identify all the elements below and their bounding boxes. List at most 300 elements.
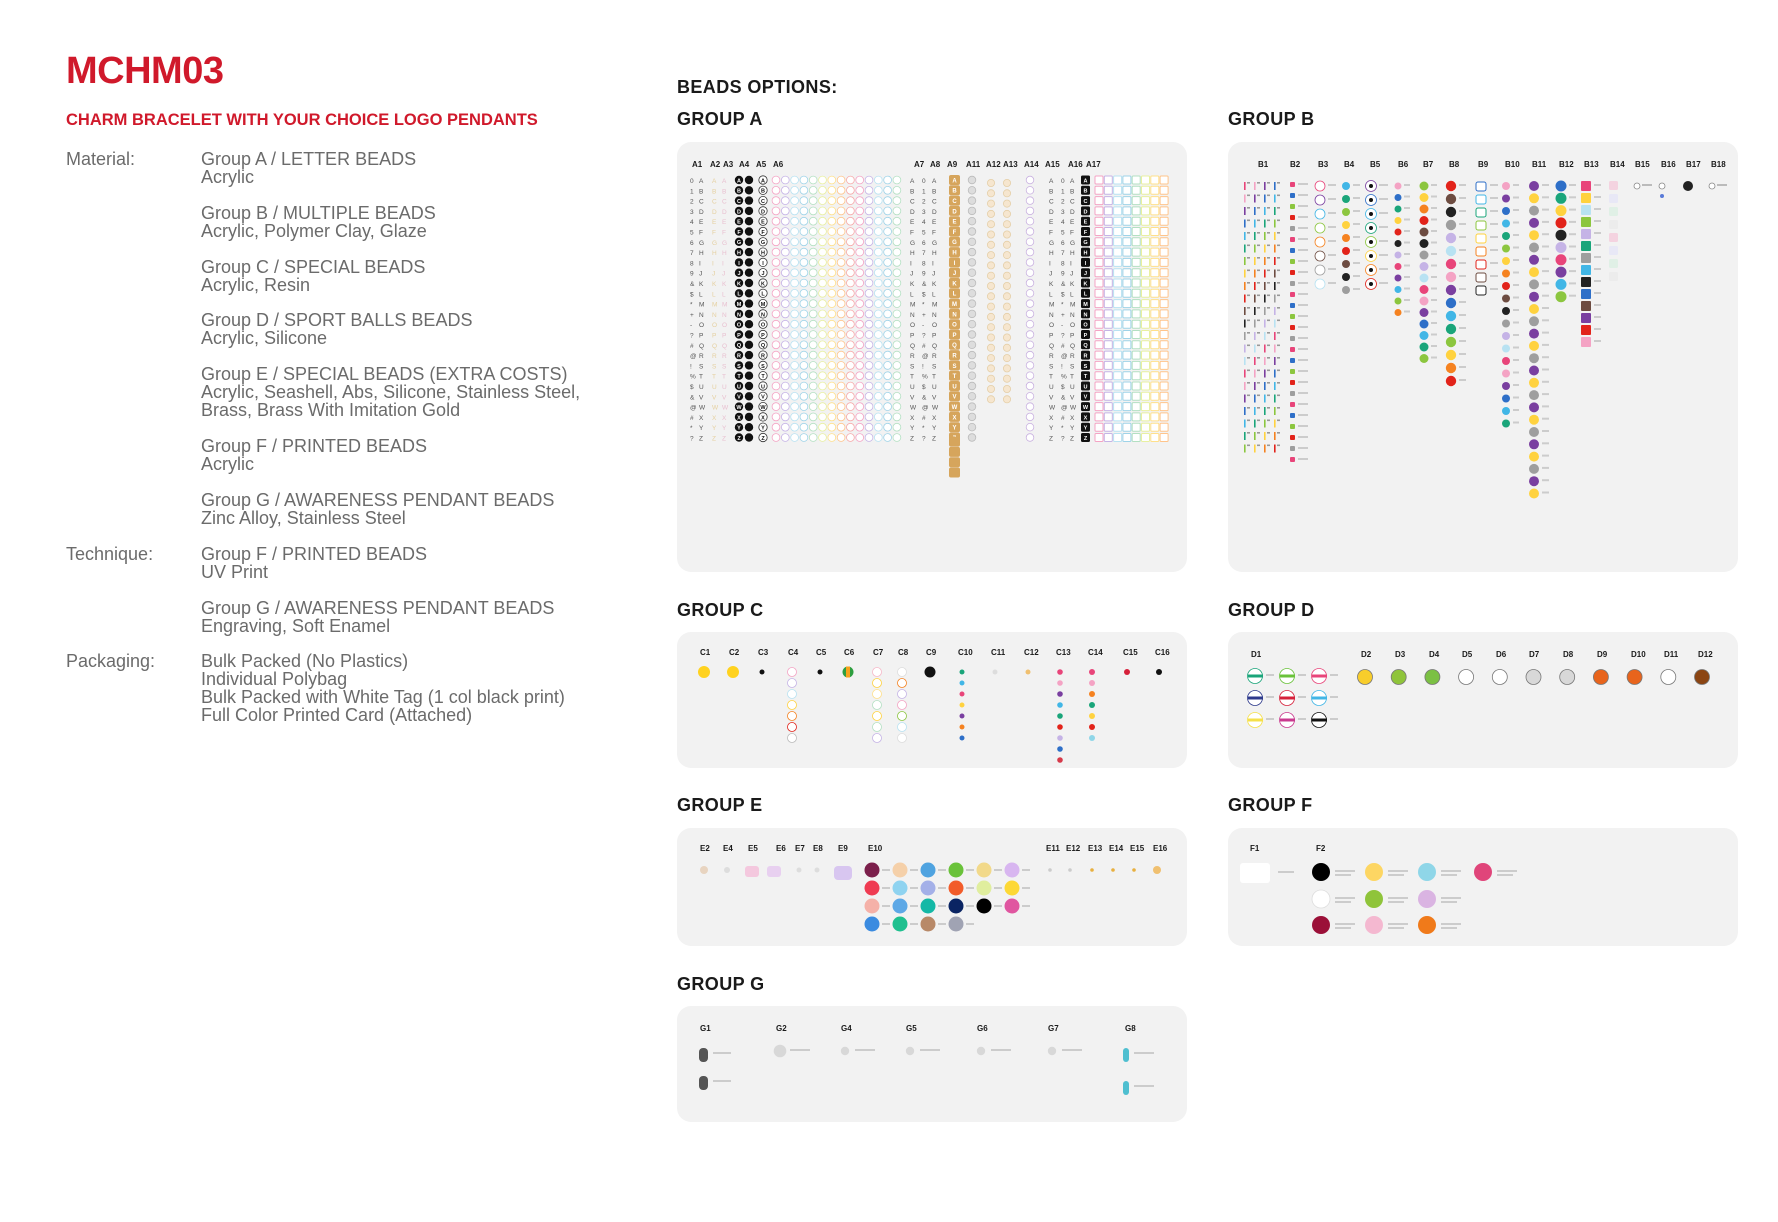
rainbow-bead: [865, 423, 873, 431]
pearl-bead: [968, 300, 976, 308]
material-entry: [201, 204, 436, 240]
cube-bead: [1290, 435, 1295, 440]
label-line: [882, 905, 890, 907]
chain-bead: [1244, 295, 1246, 303]
letter-char: D: [761, 209, 765, 216]
letter-char: T: [1083, 374, 1088, 381]
rainbow-bead: [828, 289, 836, 297]
bead-code-label: D6: [1496, 650, 1507, 659]
rainbow-bead: [781, 423, 789, 431]
chain-bead: [1274, 357, 1276, 365]
pastel-square-bead: [1160, 341, 1168, 349]
letter-char: S: [761, 363, 765, 370]
letter-char: H: [712, 250, 717, 258]
chain-link: [1277, 357, 1280, 359]
round-bead: [1529, 267, 1539, 277]
cube-bead: [1290, 325, 1295, 330]
label-line: [1298, 674, 1306, 676]
cube-bead: [1290, 446, 1295, 451]
cream-bead: [987, 179, 994, 186]
cube-bead: [1290, 358, 1295, 363]
pastel-square-bead: [1114, 248, 1122, 256]
round-bead: [1446, 246, 1456, 256]
rainbow-bead: [800, 392, 808, 400]
round-bead: [724, 867, 730, 873]
star-bead: [960, 670, 965, 675]
bead-code-label: F1: [1250, 844, 1260, 853]
letter-char: V: [1049, 394, 1054, 402]
cube-bead: [1581, 289, 1591, 299]
number-char: +: [922, 311, 926, 319]
ring-bead: [873, 734, 882, 743]
letter-char: E: [699, 219, 704, 227]
rainbow-bead: [865, 300, 873, 308]
label-line: [1298, 194, 1308, 196]
rainbow-bead: [893, 341, 901, 349]
rainbow-bead: [809, 259, 817, 267]
rainbow-bead: [865, 176, 873, 184]
rainbow-bead: [874, 248, 882, 256]
letter-char: I: [1084, 260, 1087, 267]
chain-link: [1267, 420, 1270, 422]
purple-ring-bead: [1026, 259, 1034, 267]
label-line: [1513, 234, 1519, 236]
rainbow-bead: [874, 320, 882, 328]
pastel-square-bead: [1151, 228, 1159, 236]
bead-code-label: B9: [1478, 160, 1489, 169]
letter-char: Z: [932, 435, 936, 443]
cream-bead: [987, 385, 994, 392]
rainbow-bead: [874, 413, 882, 421]
label-line: [1542, 393, 1549, 395]
label-line: [966, 923, 974, 925]
rainbow-bead: [837, 176, 845, 184]
feather-pendant: [1123, 1048, 1129, 1062]
rainbow-bead: [828, 434, 836, 442]
pastel-square-bead: [1123, 320, 1131, 328]
number-char: 3: [1061, 208, 1065, 216]
pearl-bead: [968, 362, 976, 370]
rainbow-bead: [856, 186, 864, 194]
chain-link: [1257, 320, 1260, 322]
material-desc: Acrylic: [201, 454, 254, 474]
label-line: [1490, 288, 1498, 290]
rainbow-bead: [856, 413, 864, 421]
letter-char: S: [1070, 363, 1075, 371]
letter-char: H: [699, 250, 704, 258]
silicone-bead: [834, 866, 852, 880]
letter-char: D: [1049, 208, 1054, 216]
rainbow-bead: [837, 248, 845, 256]
rainbow-bead: [847, 341, 855, 349]
number-char: *: [922, 301, 925, 309]
pastel-square-bead: [1142, 228, 1150, 236]
round-bead: [1395, 309, 1402, 316]
rainbow-bead: [856, 289, 864, 297]
label-line: [1134, 1085, 1154, 1087]
rainbow-bead: [791, 310, 799, 318]
pastel-square-bead: [1095, 258, 1103, 266]
cube-bead: [1290, 237, 1295, 242]
label-line: [1353, 184, 1360, 186]
rainbow-bead: [847, 382, 855, 390]
chain-bead: [1254, 382, 1256, 390]
rainbow-bead: [791, 331, 799, 339]
pastel-square-bead: [1114, 361, 1122, 369]
pastel-square-bead: [1095, 238, 1103, 246]
cream-bead: [987, 293, 994, 300]
round-bead: [1395, 194, 1402, 201]
label-line: [1298, 436, 1308, 438]
steel-bead: [1132, 868, 1136, 872]
pearl-bead: [968, 331, 976, 339]
ball-stripe: [1280, 719, 1295, 722]
round-bead: [1395, 298, 1402, 305]
rainbow-bead: [772, 310, 780, 318]
label-line: [938, 869, 946, 871]
label-line: [1490, 262, 1498, 264]
bead-code-label: E6: [776, 844, 786, 853]
pastel-square-bead: [1160, 331, 1168, 339]
pastel-square-bead: [1114, 320, 1122, 328]
cream-bead: [1003, 293, 1010, 300]
letter-char: S: [712, 363, 717, 371]
pastel-square-bead: [1132, 351, 1140, 359]
printed-color-bead: [1418, 863, 1436, 881]
label-line: [1441, 927, 1457, 929]
label-line: [1441, 874, 1457, 876]
chain-link: [1247, 370, 1250, 372]
letter-char: B: [1070, 188, 1075, 196]
label-line: [1431, 219, 1437, 221]
cube-bead: [1290, 270, 1295, 275]
label-line: [1134, 1052, 1154, 1054]
purple-ring-bead: [1026, 248, 1034, 256]
chain-link: [1267, 382, 1270, 384]
label-line: [1022, 869, 1030, 871]
cube-bead: [1290, 226, 1295, 231]
bead-code-label: D10: [1631, 650, 1646, 659]
letter-char: L: [910, 291, 914, 299]
letter-char: G: [932, 239, 938, 247]
rainbow-bead: [781, 310, 789, 318]
label-line: [1513, 322, 1519, 324]
number-char: 9: [1061, 270, 1065, 278]
cream-bead: [987, 324, 994, 331]
chain-link: [1247, 407, 1250, 409]
chain-link: [1247, 257, 1250, 259]
letter-char: W: [722, 404, 729, 412]
rainbow-bead: [791, 362, 799, 370]
label-line: [1513, 247, 1519, 249]
bead-code-label: G1: [700, 1024, 711, 1033]
silicone-round-bead: [921, 917, 936, 932]
pendant-charm: [906, 1047, 914, 1055]
rainbow-bead: [847, 300, 855, 308]
round-bead: [1420, 274, 1429, 283]
number-char: 5: [690, 229, 694, 237]
letter-char: A: [761, 178, 765, 185]
letter-char: I: [910, 260, 912, 268]
striped-bead: [1476, 273, 1486, 282]
rainbow-bead: [847, 392, 855, 400]
letter-char: W: [951, 405, 958, 411]
round-bead: [1502, 220, 1510, 228]
heart-bead: [1057, 702, 1063, 708]
letter-char: J: [1049, 270, 1053, 278]
pastel-square-bead: [1095, 310, 1103, 318]
chain-bead: [1264, 357, 1266, 365]
chain-link: [1277, 245, 1280, 247]
letter-char: E: [761, 219, 765, 226]
pastel-square-bead: [1160, 207, 1168, 215]
material-desc: Acrylic, Resin: [201, 275, 311, 295]
label-line: [1062, 1049, 1082, 1051]
pastel-square-bead: [1142, 310, 1150, 318]
bead-code-label: A13: [1003, 160, 1018, 169]
round-bead: [1529, 218, 1539, 228]
rainbow-bead: [893, 423, 901, 431]
pastel-square-bead: [1095, 372, 1103, 380]
number-char: 6: [690, 239, 694, 247]
bead-code-label: B17: [1686, 160, 1701, 169]
letter-char: Q: [1083, 343, 1088, 350]
rainbow-bead: [874, 269, 882, 277]
rainbow-bead: [809, 197, 817, 205]
chain-bead: [1264, 257, 1266, 265]
material-desc: Brass, Brass With Imitation Gold: [201, 400, 461, 420]
chain-bead: [1254, 320, 1256, 328]
bead-code-label: E2: [700, 844, 710, 853]
rainbow-bead: [874, 331, 882, 339]
round-bead: [1529, 378, 1539, 388]
rainbow-bead: [781, 362, 789, 370]
silicone-bead: [767, 866, 781, 877]
ring-bead: [898, 679, 907, 688]
ball-stripe: [1280, 675, 1295, 678]
purple-ring-bead: [1026, 207, 1034, 215]
bead-code-label: D4: [1429, 650, 1440, 659]
cream-bead: [1003, 396, 1010, 403]
letter-char: K: [1083, 281, 1088, 288]
purple-ring-bead: [1026, 279, 1034, 287]
chain-bead: [1244, 445, 1246, 453]
rainbow-bead: [865, 197, 873, 205]
chain-bead: [1274, 445, 1276, 453]
pastel-square-bead: [1123, 258, 1131, 266]
letter-char: C: [699, 198, 704, 206]
letter-char: D: [910, 208, 915, 216]
rainbow-bead: [809, 382, 817, 390]
pastel-square-bead: [1142, 413, 1150, 421]
pastel-square-bead: [1104, 310, 1112, 318]
rainbow-bead: [809, 217, 817, 225]
rainbow-bead: [874, 259, 882, 267]
chain-bead: [1244, 257, 1246, 265]
letter-char: Y: [1070, 425, 1075, 433]
round-bead: [1420, 297, 1429, 306]
bead-code-label: D5: [1462, 650, 1473, 659]
rainbow-bead: [874, 351, 882, 359]
letter-char: N: [699, 311, 704, 319]
letter-char: Y: [712, 425, 717, 433]
rainbow-bead: [809, 310, 817, 318]
round-bead: [1342, 221, 1350, 229]
letter-char: W: [910, 404, 917, 412]
star-bead: [960, 681, 965, 686]
cube-bead: [1290, 193, 1295, 198]
letter-char: M: [699, 301, 705, 309]
flower-bead: [788, 690, 797, 699]
pearl-bead: [968, 372, 976, 380]
label-line: [1298, 337, 1308, 339]
round-bead: [1529, 464, 1539, 474]
pearl-bead: [968, 290, 976, 298]
letter-char: P: [952, 332, 957, 339]
letter-char: K: [952, 281, 957, 288]
letter-char: N: [712, 311, 717, 319]
pastel-square-bead: [1095, 217, 1103, 225]
letter-char: W: [699, 404, 706, 412]
label-line: [1542, 270, 1549, 272]
rainbow-bead: [856, 423, 864, 431]
number-char: 9: [690, 270, 694, 278]
chain-link: [1247, 282, 1250, 284]
rainbow-bead: [800, 217, 808, 225]
pastel-square-bead: [1132, 331, 1140, 339]
letter-char: N: [952, 312, 957, 319]
chain-bead: [1244, 195, 1246, 203]
chain-link: [1247, 270, 1250, 272]
mini-bead: [1709, 183, 1715, 189]
rainbow-bead: [893, 362, 901, 370]
rainbow-bead: [884, 413, 892, 421]
pastel-square-bead: [1151, 186, 1159, 194]
letter-char: K: [699, 281, 704, 288]
rainbow-bead: [772, 238, 780, 246]
rainbow-bead: [828, 392, 836, 400]
chain-bead: [1274, 207, 1276, 215]
rainbow-bead: [856, 392, 864, 400]
chain-bead: [1244, 182, 1246, 190]
purple-ring-bead: [1026, 290, 1034, 298]
rainbow-bead: [847, 259, 855, 267]
rainbow-bead: [893, 176, 901, 184]
letter-char: C: [712, 198, 717, 206]
label-line: [1298, 718, 1306, 720]
rainbow-bead: [772, 423, 780, 431]
letter-char: N: [722, 311, 727, 319]
label-line: [994, 887, 1002, 889]
letter-char: M: [1070, 301, 1076, 309]
rainbow-bead: [791, 434, 799, 442]
silicone-round-bead: [977, 863, 992, 878]
bead-code-label: E4: [723, 844, 733, 853]
rainbow-bead: [772, 341, 780, 349]
letter-char: S: [952, 363, 957, 370]
product-name: CHARM BRACELET WITH YOUR CHOICE LOGO PENDANTS: [66, 111, 538, 129]
letter-char: V: [712, 394, 717, 402]
rainbow-bead: [893, 382, 901, 390]
round-bead: [1502, 182, 1510, 190]
rainbow-bead: [772, 176, 780, 184]
pastel-square-bead: [1142, 269, 1150, 277]
number-char: *: [690, 425, 693, 433]
cream-bead: [987, 282, 994, 289]
pastel-square-bead: [1160, 403, 1168, 411]
bead-code-label: C12: [1024, 648, 1039, 657]
number-char: *: [922, 425, 925, 433]
gold-letter-bead: [949, 457, 960, 467]
gold-letter-bead: [949, 437, 960, 447]
round-bead: [1502, 257, 1510, 265]
label-line: [1542, 332, 1549, 334]
cube-bead: [1581, 301, 1591, 311]
chain-link: [1267, 207, 1270, 209]
rainbow-bead: [837, 238, 845, 246]
chain-link: [1267, 245, 1270, 247]
letter-char: U: [712, 384, 717, 391]
label-line: [938, 905, 946, 907]
chain-link: [1277, 332, 1280, 334]
ring-bead: [898, 668, 907, 677]
pastel-square-bead: [1160, 258, 1168, 266]
eye-bead: [1369, 198, 1373, 202]
ring-bead: [898, 723, 907, 732]
steel-bead: [1068, 868, 1072, 872]
letter-char: X: [910, 414, 915, 422]
chain-link: [1247, 245, 1250, 247]
pendant-charm: [841, 1047, 849, 1055]
chain-link: [1257, 282, 1260, 284]
label-line: [1542, 233, 1549, 235]
letter-char: P: [1083, 332, 1088, 339]
label-line: [1459, 353, 1466, 355]
label-line: [1404, 242, 1410, 244]
dot-bead: [760, 670, 765, 675]
letter-char: R: [1070, 353, 1075, 361]
letter-char: U: [910, 384, 915, 391]
rainbow-bead: [865, 320, 873, 328]
heart-bead: [1057, 669, 1063, 675]
eye-bead: [1369, 226, 1373, 230]
letter-char: O: [699, 322, 705, 330]
label-line: [1513, 259, 1519, 261]
label-line: [1404, 253, 1410, 255]
eye-bead: [1369, 282, 1373, 286]
label-line: [1594, 256, 1601, 258]
label-line: [1353, 223, 1360, 225]
rainbow-bead: [874, 362, 882, 370]
letter-char: G: [1083, 240, 1088, 247]
label-line: [1353, 288, 1360, 290]
chain-bead: [1264, 295, 1266, 303]
chain-link: [1267, 432, 1270, 434]
dot-bead: [818, 670, 823, 675]
cream-bead: [1003, 221, 1010, 228]
rainbow-bead: [865, 382, 873, 390]
rainbow-bead: [819, 434, 827, 442]
round-bead: [1446, 207, 1456, 217]
chain-bead: [1274, 270, 1276, 278]
chain-bead: [1274, 257, 1276, 265]
chain-bead: [1244, 382, 1246, 390]
rainbow-bead: [893, 279, 901, 287]
label-line: [1298, 293, 1308, 295]
cube-bead: [1290, 413, 1295, 418]
chain-bead: [1254, 432, 1256, 440]
letter-char: R: [952, 353, 957, 360]
